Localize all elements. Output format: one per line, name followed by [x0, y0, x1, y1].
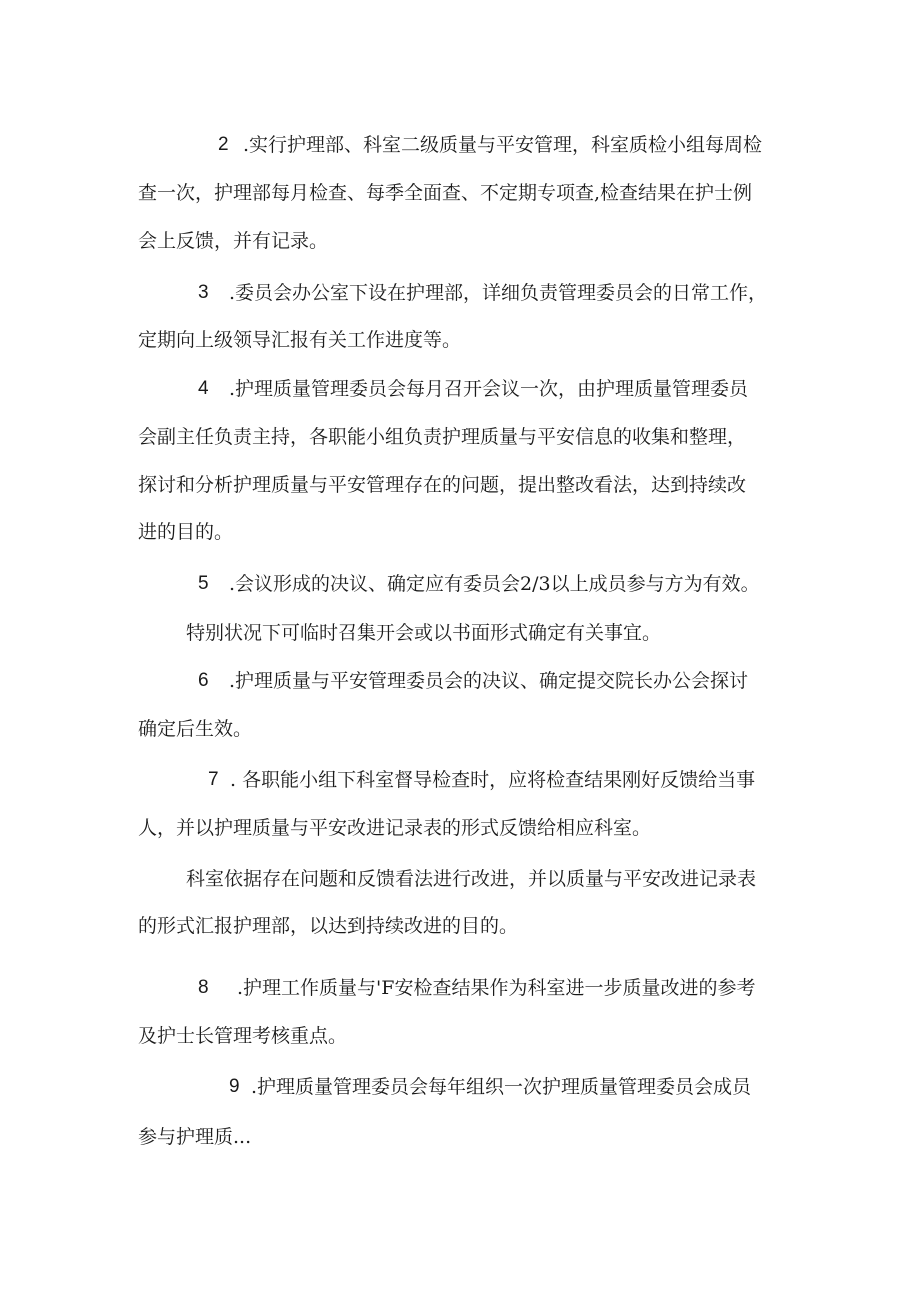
paragraph-line: .护理质量与平安管理委员会的决议、确定提交院长办公会探讨 [229, 670, 749, 692]
item-number: 4 [198, 378, 209, 399]
item-number: 9 [229, 1076, 240, 1097]
paragraph-line: 的形式汇报护理部，以达到持续改进的目的。 [138, 915, 519, 937]
paragraph-line: 人，并以护理质量与平安改进记录表的形式反馈给相应科室。 [138, 817, 652, 839]
paragraph-line: .委员会办公室下设在护理部，详细负责管理委员会的日常工作， [229, 282, 768, 304]
item-number: 2 [218, 134, 229, 155]
paragraph-line: 探讨和分析护理质量与平安管理存在的问题，提出整改看法，达到持续改 [138, 474, 747, 496]
paragraph-line: 会副主任负责主持，各职能小组负责护理质量与平安信息的收集和整理， [138, 426, 747, 448]
paragraph-line: .实行护理部、科室二级质量与平安管理，科室质检小组每周检 [243, 134, 763, 156]
paragraph-line: 会上反馈，并有记录。 [138, 230, 329, 252]
item-number: 6 [198, 670, 209, 691]
item-number: 8 [198, 977, 209, 998]
paragraph-line: .会议形成的决议、确定应有委员会2/3以上成员参与方为有效。 [229, 573, 760, 595]
paragraph-line: .护理质量管理委员会每月召开会议一次，由护理质量管理委员 [229, 378, 749, 400]
paragraph-line: 确定后生效。 [138, 718, 253, 740]
item-number: 5 [198, 573, 209, 594]
paragraph-line: . 各职能小组下科室督导检查时，应将检查结果刚好反馈给当事 [230, 769, 756, 791]
item-number: 3 [198, 282, 209, 303]
item-number: 7 [208, 769, 219, 790]
paragraph-line: 进的目的。 [138, 521, 234, 543]
paragraph-line: 参与护理质... [138, 1126, 252, 1148]
paragraph-line: .护理质量管理委员会每年组织一次护理质量管理委员会成员 [251, 1076, 752, 1098]
paragraph-line: 特别状况下可临时召集开会或以书面形式确定有关事宜。 [186, 622, 662, 644]
paragraph-line: 查一次，护理部每月检查、每季全面查、不定期专项查,检查结果在护士例 [138, 182, 753, 204]
paragraph-line: 科室依据存在问题和反馈看法进行改进，并以质量与平安改进记录表 [186, 868, 757, 890]
paragraph-line: 定期向上级领导汇报有关工作进度等。 [138, 329, 462, 351]
paragraph-line: .护理工作质量与'F安检查结果作为科室进一步质量改进的参考 [237, 977, 756, 999]
paragraph-line: 及护士长管理考核重点。 [138, 1025, 348, 1047]
